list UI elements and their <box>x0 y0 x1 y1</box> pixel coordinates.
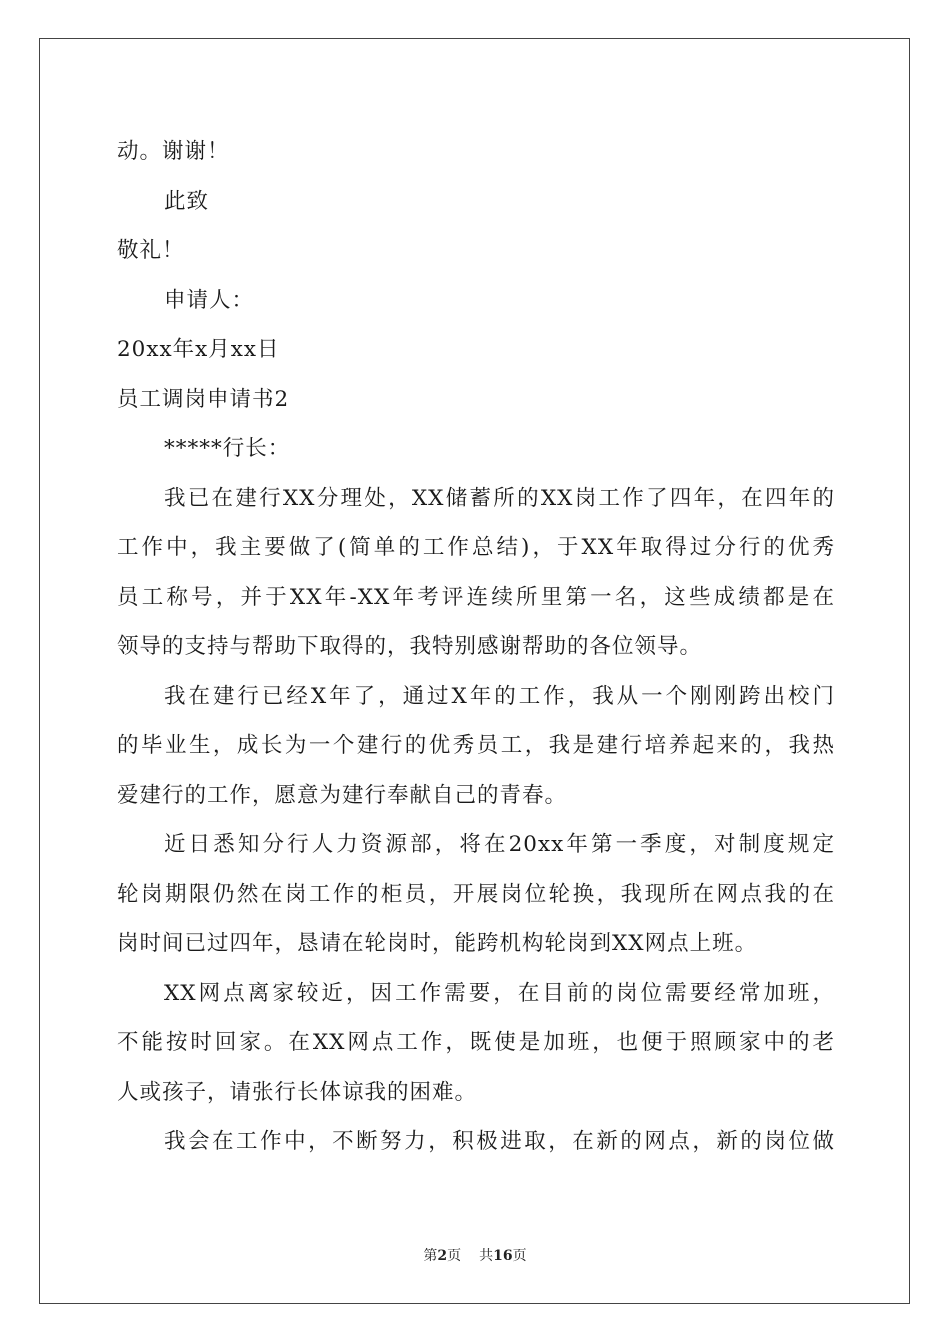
section-title: 员工调岗申请书2 <box>117 386 290 412</box>
paragraph-line: 我已在建行XX分理处，XX储蓄所的XX岗工作了四年，在四年的 <box>164 485 835 511</box>
paragraph-line: 近日悉知分行人力资源部，将在20xx年第一季度，对制度规定 <box>164 832 835 857</box>
paragraph-line: 轮岗期限仍然在岗工作的柜员，开展岗位轮换，我现所在网点我的在 <box>117 881 835 907</box>
paragraph-line: 不能按时回家。在XX网点工作，既使是加班，也便于照顾家中的老 <box>117 1030 835 1055</box>
addressee: *****行长： <box>164 436 291 461</box>
paragraph-line: 人或孩子，请张行长体谅我的困难。 <box>117 1079 478 1105</box>
page-prefix: 第 <box>423 1248 438 1264</box>
date-line: 20xx年x月xx日 <box>117 337 280 362</box>
page-number: 2 <box>437 1248 448 1264</box>
paragraph-line: 岗时间已过四年，恳请在轮岗时，能跨机构轮岗到XX网点上班。 <box>117 931 758 956</box>
applicant-label: 申请人： <box>164 287 255 313</box>
total-suffix: 页 <box>512 1248 527 1264</box>
paragraph-line: 员工称号，并于XX年-XX年考评连续所里第一名，这些成绩都是在 <box>117 584 835 610</box>
page-suffix: 页 <box>447 1248 462 1264</box>
paragraph-line: 我会在工作中，不断努力，积极进取，在新的网点，新的岗位做 <box>164 1129 835 1154</box>
paragraph-line: 我在建行已经X年了，通过X年的工作，我从一个刚刚跨出校门 <box>164 683 835 709</box>
paragraph-line: XX网点离家较近，因工作需要，在目前的岗位需要经常加班， <box>164 980 835 1006</box>
closing-salutation: 此致 <box>164 188 210 214</box>
total-pages: 16 <box>493 1248 513 1264</box>
paragraph-line: 领导的支持与帮助下取得的，我特别感谢帮助的各位领导。 <box>117 634 703 659</box>
document-body <box>117 127 835 1167</box>
paragraph-line: 爱建行的工作，愿意为建行奉献自己的青春。 <box>117 782 568 808</box>
page-footer <box>0 1245 950 1265</box>
total-prefix: 共 <box>479 1248 494 1264</box>
paragraph-line: 的毕业生，成长为一个建行的优秀员工，我是建行培养起来的，我热 <box>117 733 835 758</box>
paragraph-line: 工作中，我主要做了(简单的工作总结)，于XX年取得过分行的优秀 <box>117 535 835 560</box>
text-line: 动。谢谢！ <box>117 139 230 164</box>
closing-regards: 敬礼！ <box>117 238 185 263</box>
